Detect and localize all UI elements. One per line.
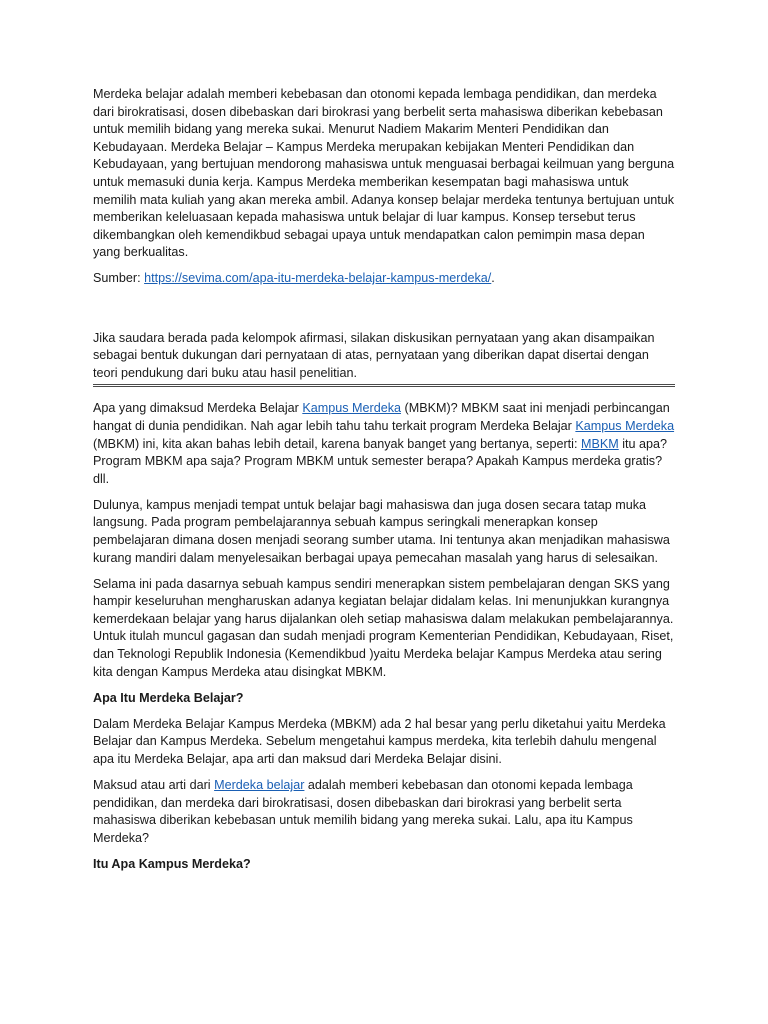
text-run: (MBKM) ini, kita akan bahas lebih detail, karena banyak banget yang bertanya, seperti: <box>93 436 581 451</box>
body-paragraph-dalam: Dalam Merdeka Belajar Kampus Merdeka (MBKM) ada 2 hal besar yang perlu diketahui yaitu Merdeka Belajar dan Kampus Merdeka. Sebelum mengetahui kampus merdeka, kita terlebih dahulu mengenal apa itu Merdeka Belajar, apa arti dan maksud dari Merdeka Belajar disini. <box>93 716 666 766</box>
source-link[interactable]: https://sevima.com/apa-itu-merdeka-belajar-kampus-merdeka/ <box>144 271 492 286</box>
body-paragraph-maksud <box>93 777 675 847</box>
heading-itu-apa-kampus-merdeka: Itu Apa Kampus Merdeka? <box>93 856 251 871</box>
source-end: . <box>491 271 495 286</box>
text-run: adalah memberi kebebasan dan otonomi kepada lembaga pendidikan, dan merdeka dari birokratisasi, dosen dibebaskan dari birokrasi yang berbelit serta mahasiswa diberikan kebebasan untuk memilih bidang yang mereka sukai. Lalu, apa itu Kampus Merdeka? <box>93 778 633 845</box>
instruction-paragraph: Jika saudara berada pada kelompok afirmasi, silakan diskusikan pernyataan yang akan disampaikan sebagai bentuk dukungan dari pernyataan di atas, pernyataan yang diberikan dapat disertai dengan teori pendukung dari buku atau hasil penelitian. <box>93 330 655 380</box>
intro-paragraph: Merdeka belajar adalah memberi kebebasan dan otonomi kepada lembaga pendidikan, dan merdeka dari birokratisasi, dosen dibebaskan dari birokrasi yang berbelit serta mahasiswa diberikan kebebasan untuk memilih bidang yang mereka sukai. Menurut Nadiem Makarim Menteri Pendidikan dan Kebudayaan. Merdeka Belajar – Kampus Merdeka merupakan kebijakan Menteri Pendidikan dan Kebudayaan, yang bertujuan mendorong mahasiswa untuk menguasai berbagai keilmuan yang berguna untuk memasuki dunia kerja. Kampus Merdeka memberikan kesempatan bagi mahasiswa untuk memilih mata kuliah yang akan mereka ambil. Adanya konsep belajar merdeka tentunya bertujuan untuk memberikan keleluasaan kepada mahasiswa untuk belajar di luar kampus. Konsep tersebut terus dikembangkan oleh kemendikbud sebagai upaya untuk mendapatkan calon pemimpin masa depan yang berkualitas. <box>93 87 675 260</box>
text-run: itu apa? Program MBKM apa saja? Program MBKM untuk semester berapa? Apakah Kampus merdeka gratis? dll. <box>93 436 668 486</box>
text-run: (MBKM)? MBKM saat ini menjadi perbincangan hangat di dunia pendidikan. Nah agar lebih tahu tahu terkait program Merdeka Belajar <box>93 401 670 433</box>
source-line <box>93 270 675 288</box>
kampus-merdeka-link-1[interactable]: Kampus Merdeka <box>302 401 402 416</box>
merdeka-belajar-link[interactable]: Merdeka belajar <box>214 778 305 793</box>
body-paragraph-mbkm <box>93 400 675 488</box>
double-rule-divider <box>93 384 675 388</box>
heading-apa-itu-merdeka-belajar: Apa Itu Merdeka Belajar? <box>93 690 244 705</box>
source-label: Sumber: <box>93 271 145 286</box>
body-paragraph-selama: Selama ini pada dasarnya sebuah kampus sendiri menerapkan sistem pembelajaran dengan SKS yang hampir keseluruhan mengharuskan adanya kegiatan belajar didalam kelas. Ini menunjukkan kurangnya kemerdekaan belajar yang harus dijalankan oleh setiap mahasiswa dalam melakukan pembelajarannya. Untuk itulah muncul gagasan dan sudah menjadi program Kementerian Pendidikan, Kebudayaan, Riset, dan Teknologi Republik Indonesia (Kemendikbud )yaitu Merdeka belajar Kampus Merdeka atau sering kita dengan Kampus Merdeka atau disingkat MBKM. <box>93 576 674 679</box>
text-run: Maksud atau arti dari <box>93 778 215 793</box>
mbkm-link[interactable]: MBKM <box>580 436 619 451</box>
blank-spacer <box>93 297 675 330</box>
document-page <box>93 86 675 882</box>
body-paragraph-dulunya: Dulunya, kampus menjadi tempat untuk belajar bagi mahasiswa dan juga dosen secara tatap muka langsung. Pada program pembelajarannya sebuah kampus seringkali menerapkan konsep pembelajaran dimana dosen menjadi seorang sumber utama. Ini tentunya akan menjadikan mahasiswa kurang mandiri dalam menyelesaikan berbagai upaya pemecahan masalah yang harus di selesaikan. <box>93 497 670 565</box>
kampus-merdeka-link-2[interactable]: Kampus Merdeka <box>575 418 675 433</box>
text-run: Apa yang dimaksud Merdeka Belajar <box>93 401 303 416</box>
